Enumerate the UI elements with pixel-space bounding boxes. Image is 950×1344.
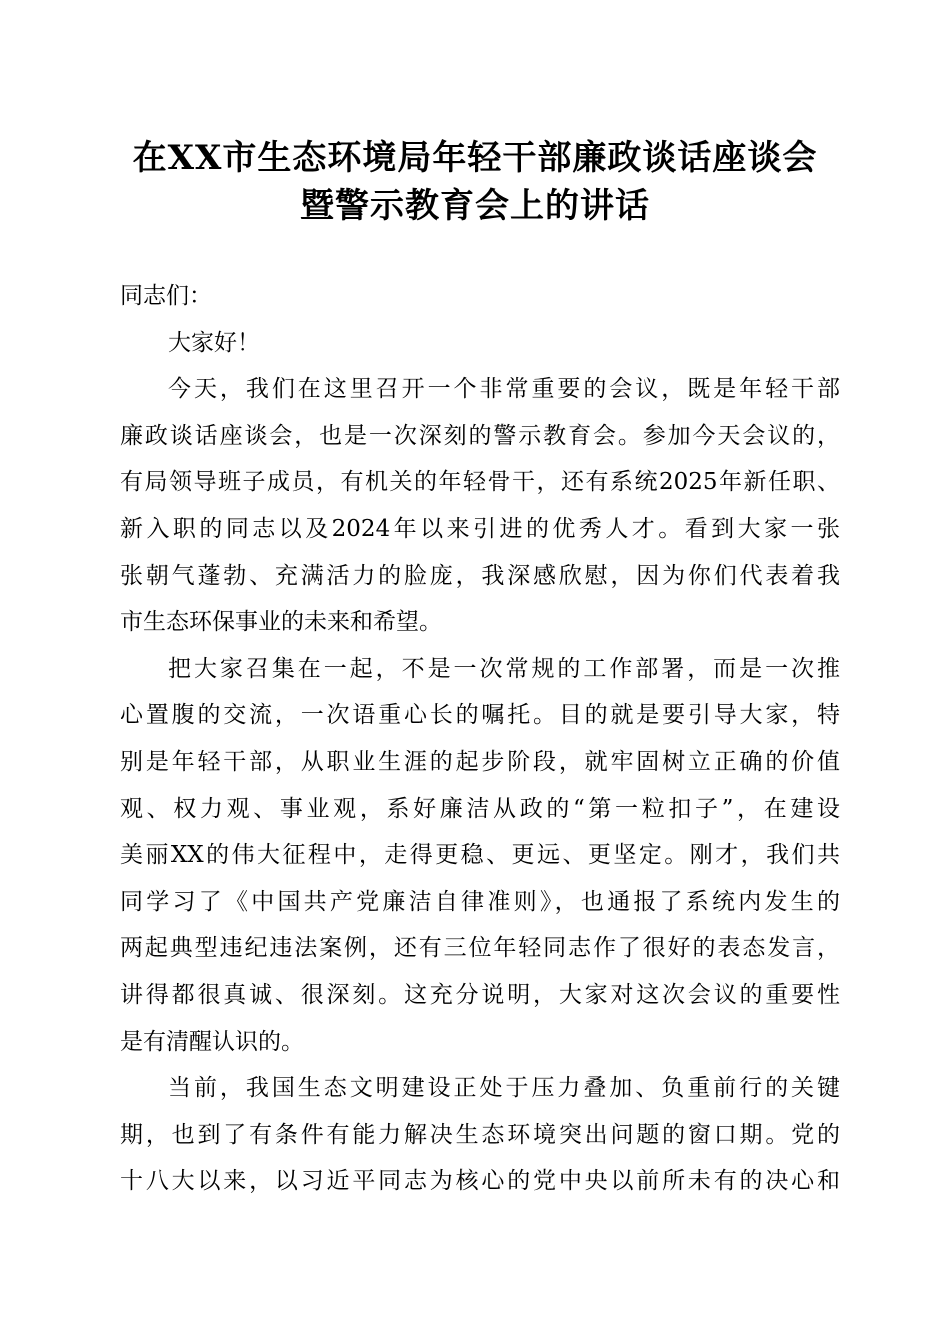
paragraph-line: 美丽XX的伟大征程中，走得更稳、更远、更坚定。刚才，我们共 xyxy=(120,842,840,869)
paragraph-3 xyxy=(120,1065,840,1205)
paragraph-line: 两起典型违纪违法案例，还有三位年轻同志作了很好的表态发言， xyxy=(120,935,840,962)
paragraph-line: 今天，我们在这里召开一个非常重要的会议，既是年轻干部 xyxy=(168,376,840,403)
paragraph-line: 当前，我国生态文明建设正处于压力叠加、负重前行的关键 xyxy=(168,1075,840,1102)
document-title-line-2: 暨警示教育会上的讲话 xyxy=(300,186,650,226)
paragraph-line: 市生态环保事业的未来和希望。 xyxy=(120,609,442,636)
paragraph-line: 别是年轻干部，从职业生涯的起步阶段，就牢固树立正确的价值 xyxy=(120,748,840,775)
paragraph-1 xyxy=(120,366,840,646)
paragraph-line: 同学习了《中国共产党廉洁自律准则》，也通报了系统内发生的 xyxy=(120,888,840,915)
paragraph-2 xyxy=(120,646,840,1065)
document-title-line-1: 在XX市生态环境局年轻干部廉政谈话座谈会 xyxy=(132,138,818,178)
document-body xyxy=(120,273,840,1205)
paragraph-line: 心置腹的交流，一次语重心长的嘱托。目的就是要引导大家，特 xyxy=(120,702,840,729)
paragraph-line: 廉政谈话座谈会，也是一次深刻的警示教育会。参加今天会议的， xyxy=(120,422,840,449)
paragraph-line: 观、权力观、事业观，系好廉洁从政的“第一粒扣子”，在建设 xyxy=(120,795,840,822)
paragraph-line: 张朝气蓬勃、充满活力的脸庞，我深感欣慰，因为你们代表着我 xyxy=(120,562,840,589)
salutation: 同志们： xyxy=(120,283,212,309)
paragraph-line: 期，也到了有条件有能力解决生态环境突出问题的窗口期。党的 xyxy=(120,1121,840,1148)
paragraph-line: 新入职的同志以及2024年以来引进的优秀人才。看到大家一张 xyxy=(120,515,840,542)
paragraph-line: 讲得都很真诚、很深刻。这充分说明，大家对这次会议的重要性 xyxy=(120,981,840,1008)
paragraph-line: 是有清醒认识的。 xyxy=(120,1028,304,1055)
greeting: 大家好！ xyxy=(168,329,260,356)
paragraph-line: 十八大以来，以习近平同志为核心的党中央以前所未有的决心和 xyxy=(120,1168,840,1195)
paragraph-line: 把大家召集在一起，不是一次常规的工作部署，而是一次推 xyxy=(168,655,840,682)
paragraph-line: 有局领导班子成员，有机关的年轻骨干，还有系统2025年新任职、 xyxy=(120,469,840,496)
